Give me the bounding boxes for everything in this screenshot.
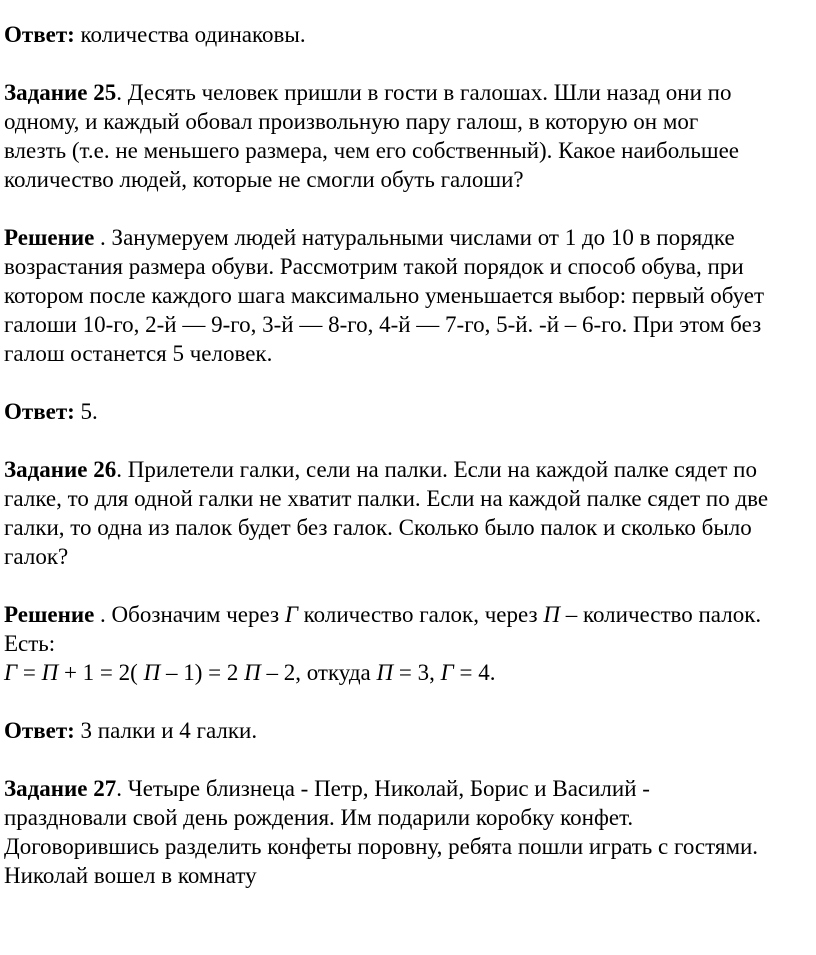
- answer-line: [4, 716, 816, 745]
- task-text: . Четыре близнеца - Петр, Николай, Борис и Василий -: [116, 776, 650, 801]
- task-26-block: [4, 455, 816, 571]
- task-line: Николай вошел в комнату: [4, 863, 257, 888]
- solution-text: . Обозначим через: [94, 602, 285, 627]
- task-label: Задание 26: [4, 457, 117, 482]
- paragraph-gap: [4, 194, 816, 223]
- task-label: Задание 27: [4, 776, 117, 801]
- task-line: одному, и каждый обовал произвольную пару галош, в которую он мог: [4, 109, 699, 134]
- paragraph-gap: [4, 49, 816, 78]
- solution-line: [4, 600, 816, 629]
- answer-block: [4, 397, 816, 426]
- paragraph-gap: [4, 687, 816, 716]
- answer-label: Ответ:: [4, 718, 75, 743]
- variable-g: Г: [284, 602, 298, 627]
- solution-text: . Занумеруем людей натуральными числами от 1 до 10 в порядке: [94, 225, 735, 250]
- equation-text: = 4.: [453, 660, 496, 685]
- equation-text: + 1 = 2(: [58, 660, 144, 685]
- task-line: праздновали свой день рождения. Им подарили коробку конфет.: [4, 805, 634, 830]
- equation-text: – 1) = 2: [160, 660, 245, 685]
- paragraph-gap: [4, 426, 816, 455]
- variable-p: П: [376, 660, 394, 685]
- task-line: [4, 455, 816, 484]
- task-line: количество людей, которые не смогли обуть галоши?: [4, 167, 524, 192]
- solution-26-block: [4, 600, 816, 687]
- variable-g: Г: [4, 660, 18, 685]
- answer-label: Ответ:: [4, 22, 75, 47]
- paragraph-gap: [4, 368, 816, 397]
- solution-line: котором после каждого шага максимально уменьшается выбор: первый обует: [4, 283, 765, 308]
- paragraph-gap: [4, 571, 816, 600]
- equation-line: [4, 658, 816, 687]
- answer-line: [4, 20, 816, 49]
- variable-p: П: [543, 602, 560, 627]
- solution-line: возрастания размера обуви. Рассмотрим такой порядок и способ обува, при: [4, 254, 744, 279]
- solution-line: галош останется 5 человек.: [4, 341, 273, 366]
- variable-p: П: [143, 660, 161, 685]
- task-25-block: [4, 78, 816, 194]
- task-text: . Десять человек пришли в гости в галошах. Шли назад они по: [116, 80, 732, 105]
- equation-text: =: [17, 660, 42, 685]
- task-line: Договорившись разделить конфеты поровну, ребята пошли играть с гостями.: [4, 834, 759, 859]
- equation-text: – 2, откуда: [260, 660, 377, 685]
- task-label: Задание 25: [4, 80, 117, 105]
- solution-text: количество галок, через: [297, 602, 544, 627]
- task-line: [4, 78, 816, 107]
- answer-label: Ответ:: [4, 399, 75, 424]
- equation-text: = 3,: [393, 660, 441, 685]
- variable-p: П: [41, 660, 59, 685]
- answer-text: 3 палки и 4 галки.: [74, 718, 258, 743]
- task-27-block: [4, 774, 816, 890]
- variable-p: П: [244, 660, 261, 685]
- answer-text: количества одинаковы.: [74, 22, 306, 47]
- solution-line: Есть:: [4, 631, 56, 656]
- paragraph-gap: [4, 745, 816, 774]
- task-line: галок?: [4, 544, 69, 569]
- document-page: [4, 20, 816, 890]
- task-line: влезть (т.е. не меньшего размера, чем его собственный). Какое наибольшее: [4, 138, 739, 163]
- task-line: [4, 774, 816, 803]
- solution-label: Решение: [4, 602, 95, 627]
- solution-line: [4, 223, 816, 252]
- task-line: галке, то для одной галки не хватит палки. Если на каждой палке сядет по две: [4, 486, 769, 511]
- answer-text: 5.: [74, 399, 98, 424]
- solution-25-block: [4, 223, 816, 368]
- solution-text: – количество палок.: [559, 602, 762, 627]
- answer-block: [4, 716, 816, 745]
- answer-block: [4, 20, 816, 49]
- task-text: . Прилетели галки, сели на палки. Если на каждой палке сядет по: [116, 457, 757, 482]
- task-line: галки, то одна из палок будет без галок. Сколько было палок и сколько было: [4, 515, 752, 540]
- answer-line: [4, 397, 816, 426]
- variable-g: Г: [440, 660, 454, 685]
- solution-label: Решение: [4, 225, 95, 250]
- solution-line: галоши 10-го, 2-й — 9-го, 3-й — 8-го, 4-й — 7-го, 5-й. -й – 6-го. При этом без: [4, 312, 762, 337]
